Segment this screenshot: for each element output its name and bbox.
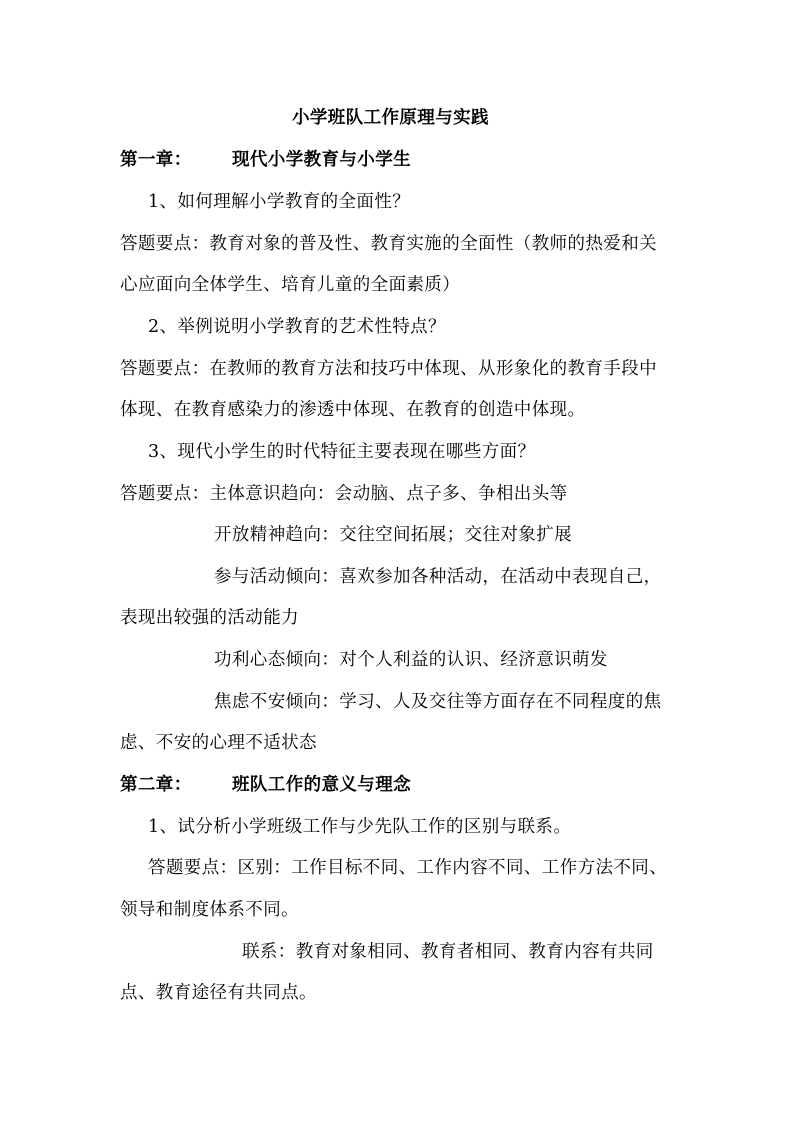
chapter-2-answer-line-2: 领导和制度体系不同。 [120,900,299,920]
chapter-2-answer-line-4: 点、教育途径有共同点。 [120,983,317,1003]
answer-3-line-5: 功利心态倾向：对个人利益的认识、经济意识萌发 [214,650,608,670]
chapter-2-question-1: 1、试分析小学班级工作与少先队工作的区别与联系。 [148,817,572,837]
chapter-2-answer-line-3: 联系：教育对象相同、教育者相同、教育内容有共同 [242,942,654,962]
answer-3-line-4: 表现出较强的活动能力 [120,608,299,628]
answer-2-line-1: 答题要点：在教师的教育方法和技巧中体现、从形象化的教育手段中 [120,359,657,379]
answer-3-line-6: 焦虑不安倾向：学习、人及交往等方面存在不同程度的焦 [214,692,662,712]
chapter-1-label: 第一章： [120,150,192,170]
answer-3-line-1: 答题要点：主体意识趋向：会动脑、点子多、争相出头等 [120,484,568,504]
question-1: 1、如何理解小学教育的全面性？ [148,192,411,212]
answer-3-line-3: 参与活动倾向：喜欢参加各种活动，在活动中表现自己， [214,567,662,587]
chapter-2-label: 第二章： [120,775,192,795]
document-title: 小学班队工作原理与实践 [292,108,489,128]
answer-3-line-7: 虑、不安的心理不适状态 [120,733,317,753]
answer-1-line-1: 答题要点：教育对象的普及性、教育实施的全面性（教师的热爱和关 [120,234,657,254]
chapter-1-name: 现代小学教育与小学生 [232,150,411,170]
chapter-1-heading [120,148,411,172]
question-2: 2、举例说明小学教育的艺术性特点？ [148,317,446,337]
answer-2-line-2: 体现、在教育感染力的渗透中体现、在教育的创造中体现。 [120,400,586,420]
chapter-2-name: 班队工作的意义与理念 [232,775,411,795]
question-3: 3、现代小学生的时代特征主要表现在哪些方面？ [148,442,536,462]
answer-3-line-2: 开放精神趋向：交往空间拓展；交往对象扩展 [214,525,572,545]
chapter-2-heading [120,773,411,797]
answer-1-line-2: 心应面向全体学生、培育儿童的全面素质） [120,275,461,295]
chapter-2-answer-line-1: 答题要点：区别：工作目标不同、工作内容不同、工作方法不同、 [148,858,668,878]
